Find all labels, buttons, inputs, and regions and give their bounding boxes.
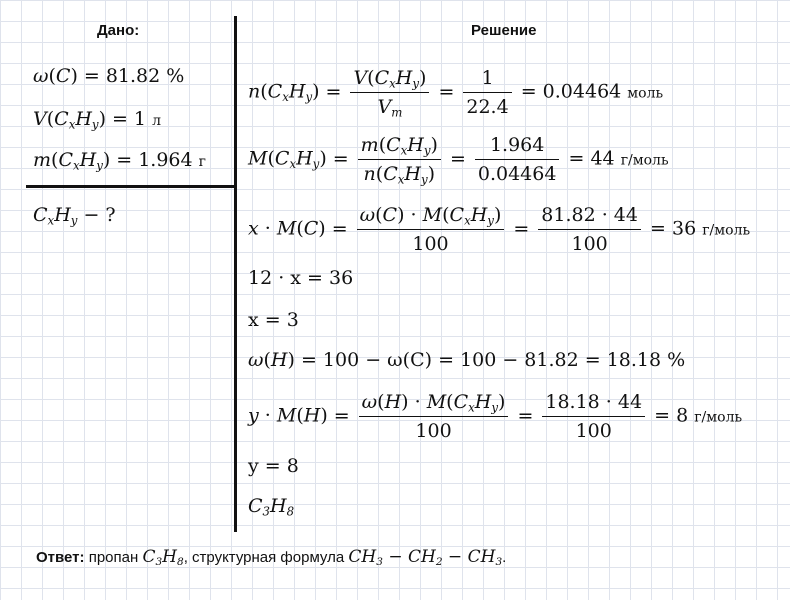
given-mass: $m(C_xH_y) = 1.964$ г	[33, 149, 207, 173]
given-mass-value: 1.964	[138, 149, 193, 171]
given-volume-value: 1	[133, 108, 147, 130]
fraction: $\frac{18.18 \cdot 44}{100}$	[542, 390, 645, 443]
answer-label: Ответ:	[36, 549, 85, 566]
answer-end: .	[502, 549, 507, 566]
fraction: $\frac{1.964}{0.04464}$	[475, 133, 560, 186]
solution-title: Решение	[471, 22, 537, 39]
solution-step-8: y = 8	[248, 455, 299, 477]
fraction: $\frac{\omega(H) \cdot M(C_xH_y)}{100}$	[359, 390, 509, 443]
solution-step-3: x · M(C) = $\frac{\omega(C) \cdot M(C_xH_y)}{100}$ = $\frac{81.82 \cdot 44}{100}$ = 36 г/моль	[248, 204, 751, 255]
solution-step-4: 12 · x = 36	[248, 267, 354, 289]
solution-formula: $C_3H_8$	[248, 495, 295, 519]
answer-structural-formula: $CH_3 - CH_2 - CH_3$	[348, 547, 503, 569]
solution-step-2: $M(C_xH_y)$ = $\frac{m(C_xH_y)}{n(C_xH_y)}$ = $\frac{1.964}{0.04464}$ = 44 г/моль	[248, 134, 669, 187]
fraction: $\frac{\omega(C) \cdot M(C_xH_y)}{100}$	[357, 203, 505, 256]
answer-line: Ответ: пропан $C_3H_8$, структурная формула $CH_3 - CH_2 - CH_3$.	[36, 547, 507, 569]
given-mass-fraction-value: 81.82 %	[105, 65, 185, 87]
given-title: Дано:	[97, 22, 140, 39]
vertical-divider	[234, 16, 237, 532]
given-mass-unit: г	[198, 154, 207, 170]
given-find: $C_xH_y$ − ?	[33, 204, 116, 228]
fraction: $\frac{81.82 \cdot 44}{100}$	[538, 203, 641, 256]
solution-step-6: ω(H) = 100 − ω(C) = 100 − 81.82 = 18.18 %	[248, 349, 686, 371]
given-mass-fraction: ω(C) = 81.82 %	[33, 65, 185, 87]
given-volume-unit: л	[152, 113, 161, 129]
solution-step-7: y · M(H) = $\frac{\omega(H) \cdot M(C_xH_y)}{100}$ = $\frac{18.18 \cdot 44}{100}$ = 8 г/моль	[248, 391, 743, 442]
given-find-text: − ?	[83, 204, 116, 226]
solution-step-5: x = 3	[248, 309, 299, 331]
fraction: $\frac{m(C_xH_y)}{n(C_xH_y)}$	[358, 133, 441, 186]
fraction: $\frac{V(C_xH_y)}{V_m}$	[350, 66, 429, 119]
given-volume: $V(C_xH_y) = 1$ л	[33, 108, 161, 132]
answer-text-2: , структурная формула	[183, 549, 345, 566]
answer-text-1: пропан	[88, 549, 139, 566]
solution-step-1: $n(C_xH_y)$ = $\frac{V(C_xH_y)}{V_m}$ = $\frac{1}{22.4}$ = 0.04464 моль	[248, 67, 664, 120]
horizontal-divider	[26, 185, 236, 188]
fraction: $\frac{1}{22.4}$	[463, 66, 511, 119]
